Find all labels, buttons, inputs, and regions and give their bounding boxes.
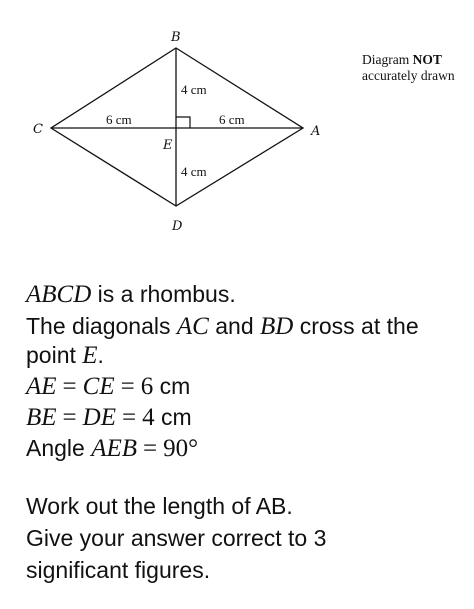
question-line-5 — [26, 404, 192, 432]
rhombus-outline — [51, 48, 303, 206]
text: and — [208, 313, 260, 339]
diagram-note — [362, 52, 455, 84]
unit-cm: cm — [154, 404, 192, 430]
equals: = — [121, 404, 137, 431]
task-line-2: Give your answer correct to 3 — [26, 525, 327, 551]
question-line-1 — [26, 281, 236, 309]
task-line-1: Work out the length of AB. — [26, 493, 293, 519]
math-ae: AE — [26, 373, 57, 400]
measure-ce: 6 cm — [106, 112, 132, 127]
vertex-label-b: B — [171, 30, 181, 45]
note-bold: NOT — [412, 52, 442, 67]
unit-cm: cm — [153, 373, 191, 399]
value-6: 6 — [140, 373, 154, 400]
equals: = — [62, 404, 77, 431]
rhombus-diagram — [0, 0, 474, 250]
text: The diagonals — [26, 313, 177, 339]
vertex-label-e: E — [163, 138, 173, 153]
note-line2: accurately drawn — [362, 68, 455, 83]
math-de: DE — [82, 404, 116, 431]
math-aeb: AEB — [91, 435, 138, 462]
vertex-label-d: D — [172, 219, 183, 234]
vertex-label-a: A — [311, 124, 321, 139]
math-ce: CE — [82, 373, 115, 400]
question-line-6 — [26, 435, 198, 463]
right-angle-marker — [176, 117, 190, 128]
text: Angle — [26, 435, 92, 461]
task-line-3: significant figures. — [26, 557, 211, 583]
math-be: BE — [26, 404, 57, 431]
measure-be: 4 cm — [181, 82, 207, 97]
equals: = — [143, 435, 158, 462]
math-e: E — [82, 342, 98, 369]
measure-ed: 4 cm — [181, 164, 207, 179]
question-line-4 — [26, 373, 190, 401]
measure-ea: 6 cm — [219, 112, 245, 127]
vertex-label-c: C — [33, 122, 43, 137]
value-4: 4 — [142, 404, 155, 431]
text: point — [26, 342, 83, 368]
equals: = — [62, 373, 77, 400]
value-90-degrees: 90° — [163, 435, 199, 462]
text: . — [97, 342, 104, 368]
question-line-2 — [26, 313, 419, 341]
question-line-3 — [26, 342, 104, 370]
text: cross at the — [293, 313, 419, 339]
math-bd: BD — [260, 313, 294, 340]
math-ac: AC — [176, 313, 209, 340]
math-abcd: ABCD — [26, 281, 92, 308]
equals: = — [120, 373, 135, 400]
note-prefix: Diagram — [362, 52, 410, 67]
text: is a rhombus. — [91, 281, 236, 307]
